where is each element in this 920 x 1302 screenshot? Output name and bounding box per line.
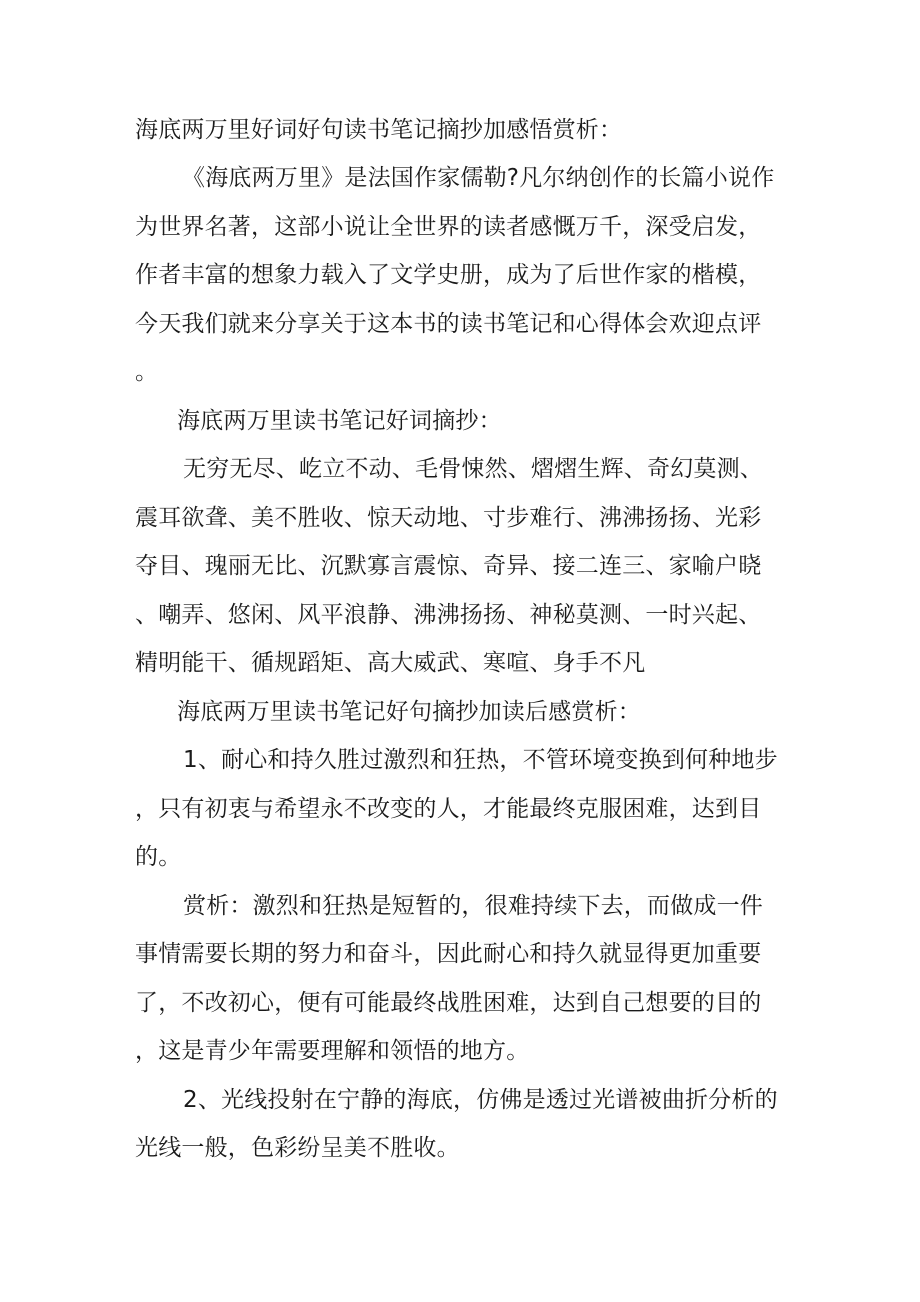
words-line-1: 无穷无尽、屹立不动、毛骨悚然、熠熠生辉、奇幻莫测、 [183, 456, 763, 482]
sentence-1-line-3: 的。 [135, 844, 182, 870]
analysis-1-line-3: 了，不改初心，便有可能最终战胜困难，达到自己想要的目的 [135, 990, 762, 1016]
analysis-1-line-2: 事情需要长期的努力和奋斗，因此耐心和持久就显得更加重要 [135, 941, 762, 967]
analysis-1-line-1: 赏析：激烈和狂热是短暂的，很难持续下去，而做成一件 [183, 893, 763, 919]
intro-paragraph-line-5: 。 [135, 359, 159, 385]
words-line-3: 夺目、瑰丽无比、沉默寡言震惊、奇异、接二连三、家喻户晓 [135, 553, 762, 579]
intro-paragraph-line-4: 今天我们就来分享关于这本书的读书笔记和心得体会欢迎点评 [135, 311, 762, 337]
words-line-4: 、嘲弄、悠闲、风平浪静、沸沸扬扬、神秘莫测、一时兴起、 [135, 602, 762, 628]
intro-paragraph-line-3: 作者丰富的想象力载入了文学史册，成为了后世作家的楷模， [135, 262, 762, 288]
analysis-1-line-4: ，这是青少年需要理解和领悟的地方。 [135, 1038, 530, 1064]
sentence-1-line-2: ，只有初衷与希望永不改变的人，才能最终克服困难，达到目 [135, 796, 762, 822]
section-heading-sentences: 海底两万里读书笔记好句摘抄加读后感赏析： [177, 699, 641, 725]
words-line-2: 震耳欲聋、美不胜收、惊天动地、寸步难行、沸沸扬扬、光彩 [135, 505, 762, 531]
section-heading-words: 海底两万里读书笔记好词摘抄： [177, 408, 502, 434]
sentence-2-line-1: 2、光线投射在宁静的海底，仿佛是透过光谱被曲折分析的 [183, 1087, 778, 1113]
document-title: 海底两万里好词好句读书笔记摘抄加感悟赏析： [135, 117, 623, 143]
words-line-5: 精明能干、循规蹈矩、高大威武、寒喧、身手不凡 [135, 650, 646, 676]
sentence-2-line-2: 光线一般，色彩纷呈美不胜收。 [135, 1135, 460, 1161]
sentence-1-line-1: 1、耐心和持久胜过激烈和狂热，不管环境变换到何种地步 [183, 747, 778, 773]
intro-paragraph-line-2: 为世界名著，这部小说让全世界的读者感慨万千，深受启发， [135, 214, 762, 240]
intro-paragraph-line-1: 《海底两万里》是法国作家儒勒?凡尔纳创作的长篇小说作 [182, 165, 775, 191]
